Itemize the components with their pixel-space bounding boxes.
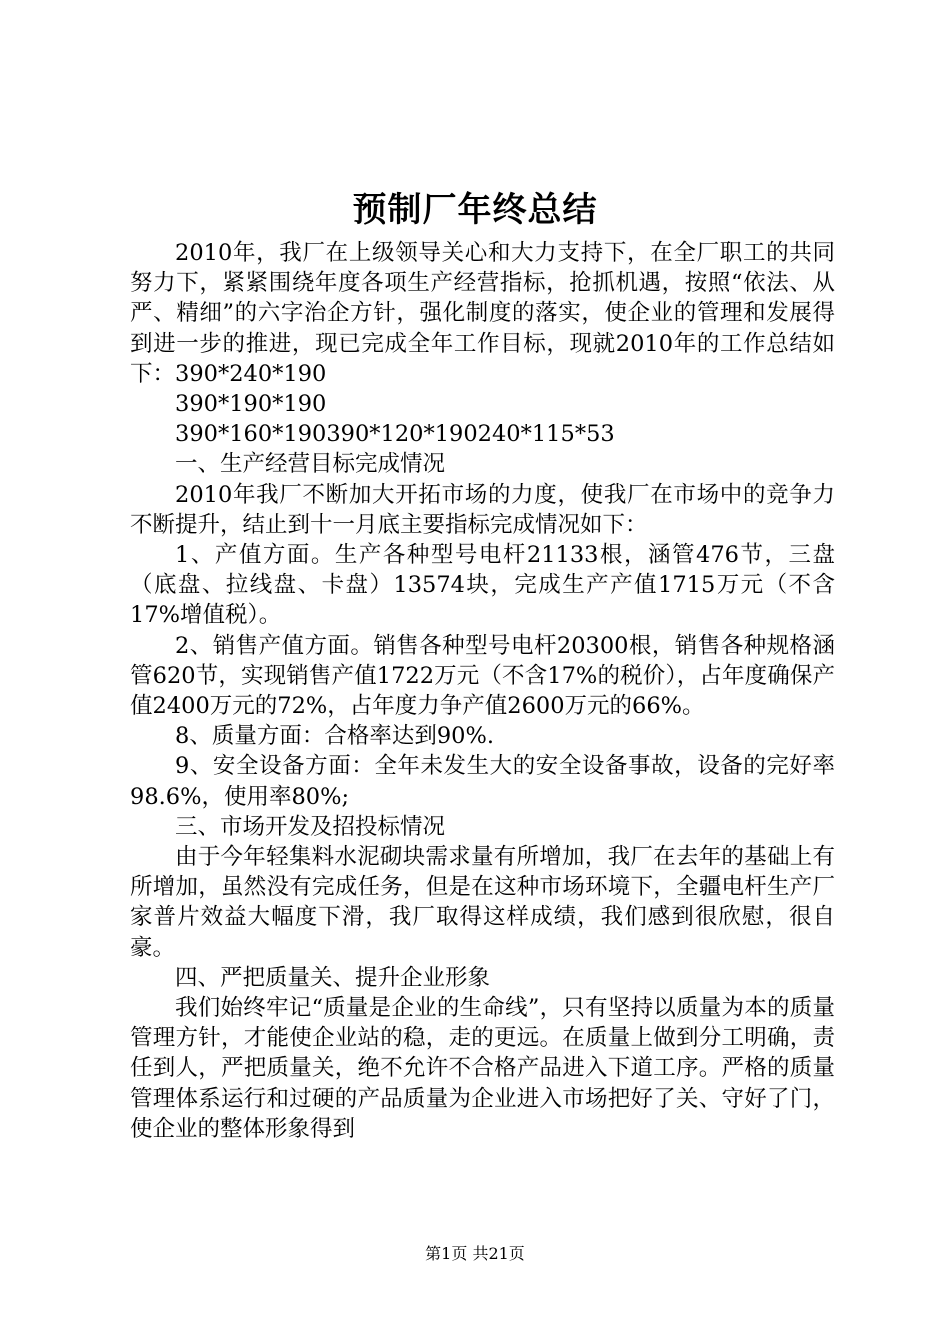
- paragraph: 2010年，我厂在上级领导关心和大力支持下，在全厂职工的共同努力下，紧紧围绕年度各项生产经营指标，抢抓机遇，按照“依法、从严、精细”的六字治企方针，强化制度的落实，使企业的管理和发展得到进一步的推进，现已完成全年工作目标，现就2010年的工作总结如下：390*240*190: [130, 240, 835, 387]
- paragraph: 由于今年轻集料水泥砌块需求量有所增加，我厂在去年的基础上有所增加，虽然没有完成任务，但是在这种市场环境下，全疆电杆生产厂家普片效益大幅度下滑，我厂取得这样成绩，我们感到很欣慰，很自豪。: [130, 844, 835, 961]
- paragraph: 8、质量方面：合格率达到90%.: [175, 723, 494, 750]
- paragraph: 2、销售产值方面。销售各种型号电杆20300根，销售各种规格涵管620节，实现销售产值1722万元（不含17%的税价），占年度确保产值2400万元的72%，占年度力争产值2600万元的66%。: [130, 632, 835, 720]
- document-body: [130, 238, 835, 1144]
- paragraph: 1、产值方面。生产各种型号电杆21133根，涵管476节，三盘（底盘、拉线盘、卡盘）13574块，完成生产产值1715万元（不含17%增值税）。: [130, 542, 835, 629]
- section-heading: 四、严把质量关、提升企业形象: [175, 964, 491, 991]
- paragraph: 9、安全设备方面：全年未发生大的安全设备事故，设备的完好率98.6%，使用率80%;: [130, 753, 835, 810]
- paragraph: 390*160*190390*120*190240*115*53: [175, 421, 615, 448]
- section-heading: 一、生产经营目标完成情况: [175, 451, 446, 478]
- section-heading: 三、市场开发及招投标情况: [175, 813, 446, 840]
- paragraph: 2010年我厂不断加大开拓市场的力度，使我厂在市场中的竞争力不断提升，结止到十一月底主要指标完成情况如下：: [130, 481, 835, 538]
- paragraph: 390*190*190: [175, 391, 327, 418]
- document-title: 预制厂年终总结: [352, 190, 598, 230]
- page-number-footer: 第1页 共21页: [425, 1244, 525, 1263]
- paragraph: 我们始终牢记“质量是企业的生命线”，只有坚持以质量为本的质量管理方针，才能使企业站的稳，走的更远。在质量上做到分工明确，责任到人，严把质量关，绝不允许不合格产品进入下道工序。严格的质量管理体系运行和过硬的产品质量为企业进入市场把好了关、守好了门，使企业的整体形象得到: [130, 995, 835, 1142]
